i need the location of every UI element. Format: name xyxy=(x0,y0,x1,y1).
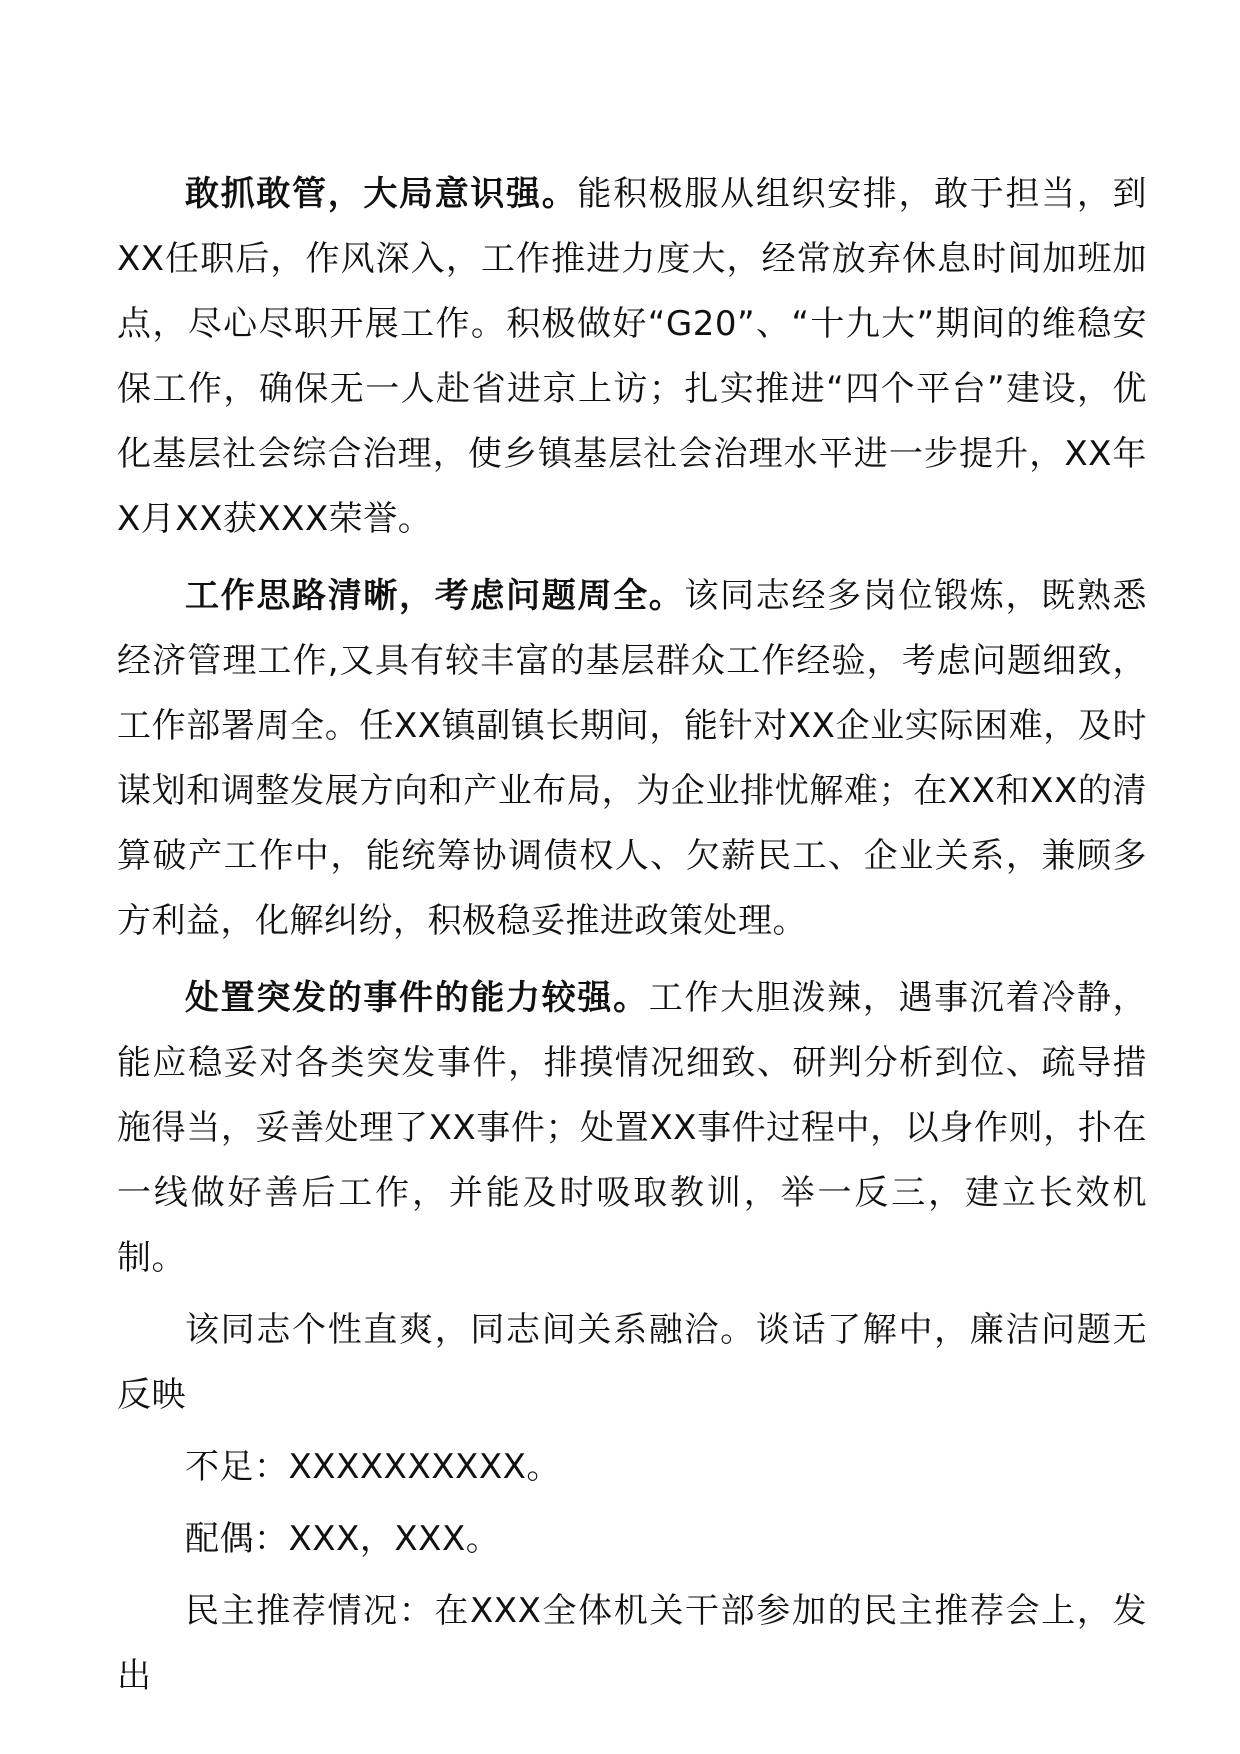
paragraph-body: 该同志经多岗位锻炼，既熟悉经济管理工作,又具有较丰富的基层群众工作经验，考虑问题细致，工作部署周全。任XX镇副镇长期间，能针对XX企业实际困难，及时谋划和调整发展方向和产业布局，为企业排忧解难；在XX和XX的清算破产工作中，能统筹协调债权人、欠薪民工、企业关系，兼顾多方利益，化解纠纷，积极稳妥推进政策处理。 xyxy=(117,576,1147,941)
paragraph-shortcomings: 不足：XXXXXXXXXX。 xyxy=(185,1447,561,1487)
paragraph-personality: 该同志个性直爽，同志间关系融洽。谈话了解中，廉洁问题无反映 xyxy=(117,1310,1147,1415)
paragraph-leadership xyxy=(117,162,1147,552)
paragraph-heading: 敢抓敢管，大局意识强。 xyxy=(185,174,578,214)
document-page xyxy=(117,162,1147,1709)
paragraph-emergency-handling xyxy=(117,966,1147,1291)
paragraph-heading: 工作思路清晰，考虑问题周全。 xyxy=(185,576,685,616)
paragraph-spouse: 配偶：XXX，XXX。 xyxy=(185,1519,501,1559)
paragraph-work-approach xyxy=(117,564,1147,954)
paragraph-recommendation: 民主推荐情况：在XXX全体机关干部参加的民主推荐会上，发出 xyxy=(117,1591,1147,1696)
paragraph-body: 能积极服从组织安排，敢于担当，到XX任职后，作风深入，工作推进力度大，经常放弃休息时间加班加点，尽心尽职开展工作。积极做好“G20”、“十九大”期间的维稳安保工作，确保无一人赴省进京上访；扎实推进“四个平台”建设，优化基层社会综合治理，使乡镇基层社会治理水平进一步提升，XX年X月XX获XXX荣誉。 xyxy=(117,174,1148,539)
paragraph-heading: 处置突发的事件的能力较强。 xyxy=(185,978,649,1018)
paragraph-body: 工作大胆泼辣，遇事沉着冷静，能应稳妥对各类突发事件，排摸情况细致、研判分析到位、疏导措施得当，妥善处理了XX事件；处置XX事件过程中，以身作则，扑在一线做好善后工作，并能及时吸取教训，举一反三，建立长效机制。 xyxy=(117,978,1147,1278)
